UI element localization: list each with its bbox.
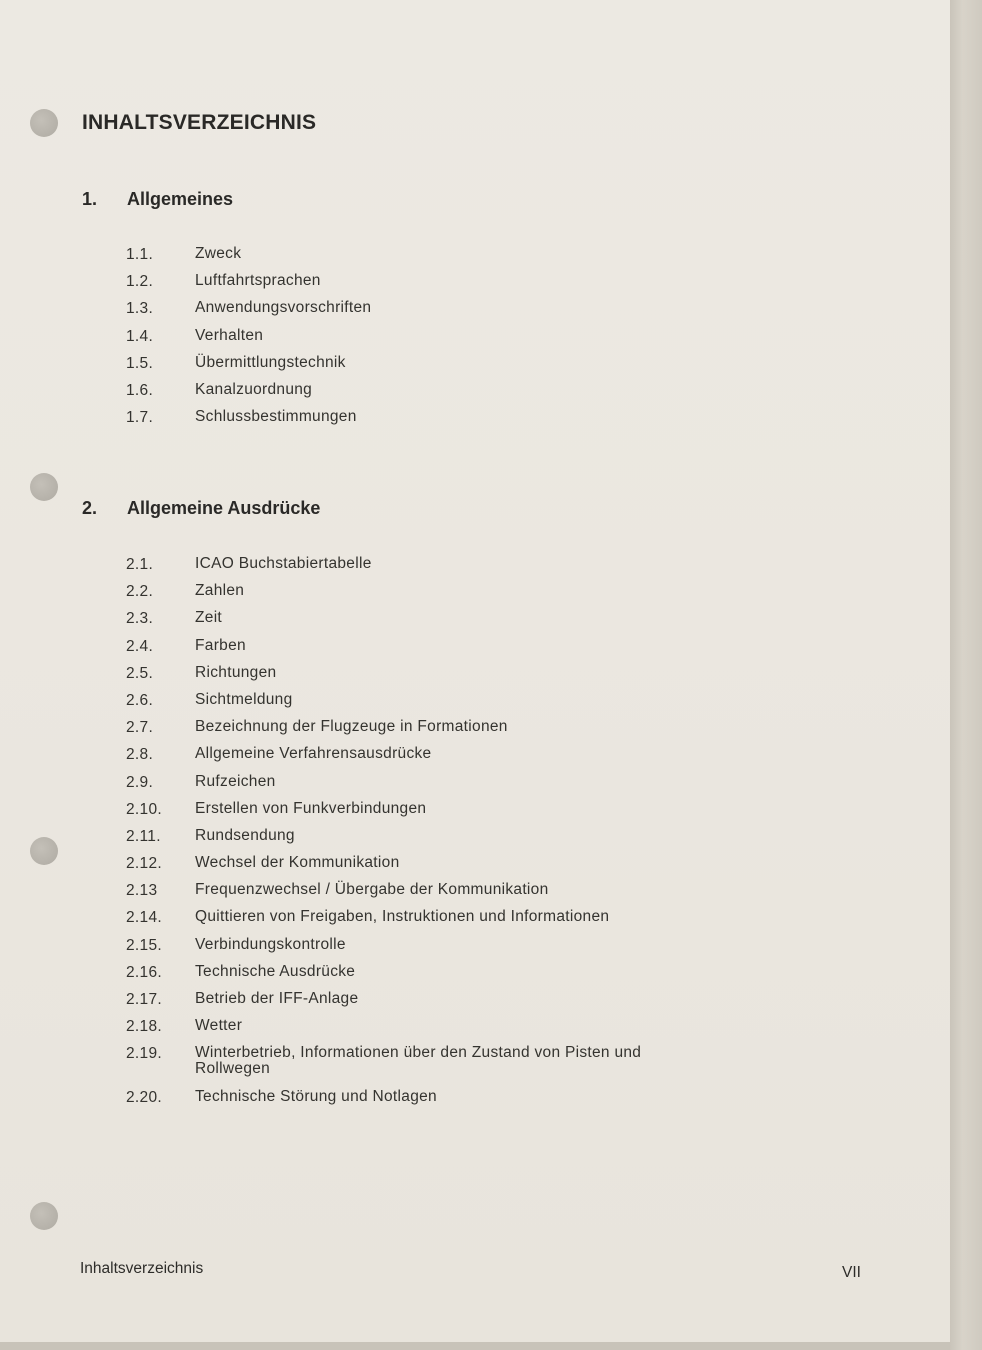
- entry-label: Betrieb der IFF-Anlage: [195, 990, 359, 1007]
- entry-label: Farben: [195, 636, 246, 654]
- entry-label: Quittieren von Freigaben, Instruktionen und Informationen: [195, 908, 610, 926]
- section-heading-2: [82, 498, 320, 519]
- entry-number: 2.7.: [126, 719, 154, 737]
- entry-label: Richtungen: [195, 663, 277, 681]
- entry-number: 1.3.: [126, 300, 154, 318]
- entry-label: Verbindungskontrolle: [195, 935, 346, 953]
- page-bottom-edge: [0, 1342, 950, 1350]
- entry-number: 2.14.: [126, 909, 162, 927]
- entry-number: 2.11.: [126, 827, 161, 845]
- entry-number: 2.8.: [126, 746, 154, 764]
- entry-number: 1.6.: [126, 381, 154, 399]
- entry-number: 2.10.: [126, 800, 162, 818]
- page-title: INHALTSVERZEICHNIS: [82, 111, 317, 134]
- entry-label: Rufzeichen: [195, 772, 276, 790]
- page-number: VII: [842, 1264, 861, 1281]
- entry-label: Schlussbestimmungen: [195, 408, 357, 426]
- entry-label: Anwendungsvorschriften: [195, 299, 372, 317]
- entry-number: 2.3.: [126, 610, 154, 628]
- entry-number: 2.2.: [126, 583, 154, 601]
- entry-number: 2.4.: [126, 637, 154, 655]
- entry-number: 2.15.: [126, 936, 162, 954]
- punch-hole: [30, 1202, 58, 1230]
- entry-number: 2.13: [126, 882, 158, 900]
- entry-label: Bezeichnung der Flugzeuge in Formationen: [195, 718, 508, 736]
- entry-label: Winterbetrieb, Informationen über den Zustand von Pisten und Rollwegen: [195, 1044, 642, 1078]
- entry-number: 2.16.: [126, 963, 162, 981]
- entry-number: 1.5.: [126, 354, 154, 372]
- entry-label: Rundsendung: [195, 826, 295, 844]
- entry-label: Kanalzuordnung: [195, 380, 313, 398]
- entry-number: 2.19.: [126, 1045, 162, 1063]
- section-title: Allgemeine Ausdrücke: [127, 498, 321, 518]
- entry-number: 2.17.: [126, 991, 162, 1008]
- entry-label: Frequenzwechsel / Übergabe der Kommunikation: [195, 881, 549, 899]
- entry-label: ICAO Buchstabiertabelle: [195, 555, 372, 572]
- entry-number: 1.4.: [126, 327, 154, 345]
- entry-label: Erstellen von Funkverbindungen: [195, 799, 427, 817]
- entry-number: 1.7.: [126, 409, 154, 427]
- entry-label: Sichtmeldung: [195, 690, 293, 708]
- entry-number: 2.12.: [126, 855, 162, 873]
- entry-number: 2.1.: [126, 556, 154, 573]
- section-title: Allgemeines: [127, 189, 234, 209]
- section-heading-1: [82, 189, 233, 210]
- entry-number: 1.2.: [126, 273, 154, 291]
- entry-number: 2.20.: [126, 1089, 162, 1107]
- entry-number: 2.9.: [126, 773, 154, 791]
- entry-label: Zweck: [195, 245, 242, 262]
- entry-number: 2.6.: [126, 691, 154, 709]
- punch-hole: [30, 109, 58, 137]
- section-number: 2.: [82, 498, 98, 518]
- entry-label: Zeit: [195, 609, 223, 627]
- page-edge-shadow: [950, 0, 982, 1350]
- entry-label: Übermittlungstechnik: [195, 353, 346, 371]
- entry-number: 2.5.: [126, 664, 154, 682]
- entry-label: Allgemeine Verfahrensausdrücke: [195, 745, 432, 763]
- footer-title: Inhaltsverzeichnis: [80, 1260, 204, 1277]
- entry-label: Luftfahrtsprachen: [195, 272, 321, 290]
- entry-number: 1.1.: [126, 246, 154, 263]
- punch-hole: [30, 473, 58, 501]
- entry-label: Technische Störung und Notlagen: [195, 1088, 437, 1106]
- entry-label: Technische Ausdrücke: [195, 962, 356, 980]
- punch-hole: [30, 837, 58, 865]
- entry-label: Zahlen: [195, 582, 245, 600]
- entry-label: Wetter: [195, 1017, 243, 1035]
- section-number: 1.: [82, 189, 98, 209]
- entry-label: Wechsel der Kommunikation: [195, 854, 400, 872]
- entry-number: 2.18.: [126, 1018, 162, 1036]
- entry-label: Verhalten: [195, 326, 264, 344]
